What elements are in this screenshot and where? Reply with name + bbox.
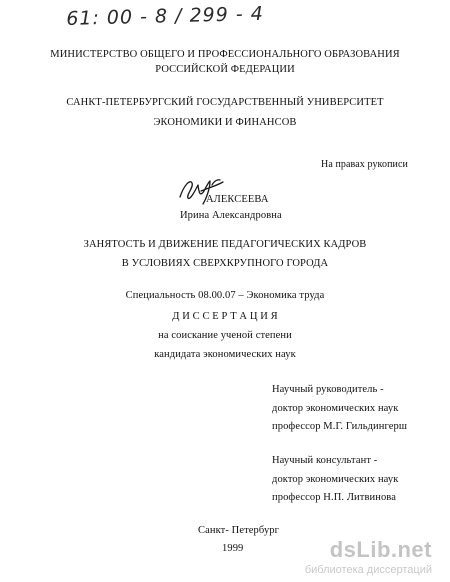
- consultant-name: профессор Н.П. Литвинова: [272, 492, 396, 503]
- watermark-subtitle: библиотека диссертаций: [304, 564, 432, 576]
- university-line-1: САНКТ-ПЕТЕРБУРГСКИЙ ГОСУДАРСТВЕННЫЙ УНИВЕРСИТЕТ: [66, 97, 384, 108]
- year-label: 1999: [222, 543, 244, 554]
- specialty-line: Специальность 08.00.07 – Экономика труда: [125, 290, 325, 301]
- work-type-heading: Д И С С Е Р Т А Ц И Я: [172, 311, 278, 322]
- dissertation-title-line-1: ЗАНЯТОСТЬ И ДВИЖЕНИЕ ПЕДАГОГИЧЕСКИХ КАДРОВ: [83, 239, 367, 250]
- degree-line-1: на соискание ученой степени: [158, 330, 292, 341]
- dslib-watermark: [304, 537, 432, 580]
- supervisor-name: профессор М.Г. Гильдингерш: [272, 421, 408, 432]
- ministry-line-1: МИНИСТЕРСТВО ОБЩЕГО И ПРОФЕССИОНАЛЬНОГО ОБРАЗОВАНИЯ: [50, 49, 400, 60]
- supervisor-degree: доктор экономических наук: [272, 403, 399, 414]
- university-line-2: ЭКОНОМИКИ И ФИНАНСОВ: [153, 117, 297, 128]
- manuscript-rights-label: На правах рукописи: [321, 159, 408, 170]
- degree-line-2: кандидата экономических наук: [154, 349, 296, 360]
- consultant-degree: доктор экономических наук: [272, 474, 399, 485]
- ministry-line-2: РОССИЙСКОЙ ФЕДЕРАЦИИ: [155, 64, 295, 75]
- author-surname: АЛЕКСЕЕВА: [206, 194, 269, 205]
- supervisor-label: Научный руководитель -: [272, 384, 384, 395]
- dissertation-title-line-2: В УСЛОВИЯХ СВЕРХКРУПНОГО ГОРОДА: [121, 258, 329, 269]
- city-label: Санкт- Петербург: [198, 525, 280, 536]
- watermark-brand: dsLib.net: [329, 537, 432, 562]
- consultant-label: Научный консультант -: [272, 455, 378, 466]
- author-name: Ирина Александровна: [180, 210, 282, 221]
- handwritten-archive-number: 61: 00 - 8 / 299 - 4: [66, 2, 265, 30]
